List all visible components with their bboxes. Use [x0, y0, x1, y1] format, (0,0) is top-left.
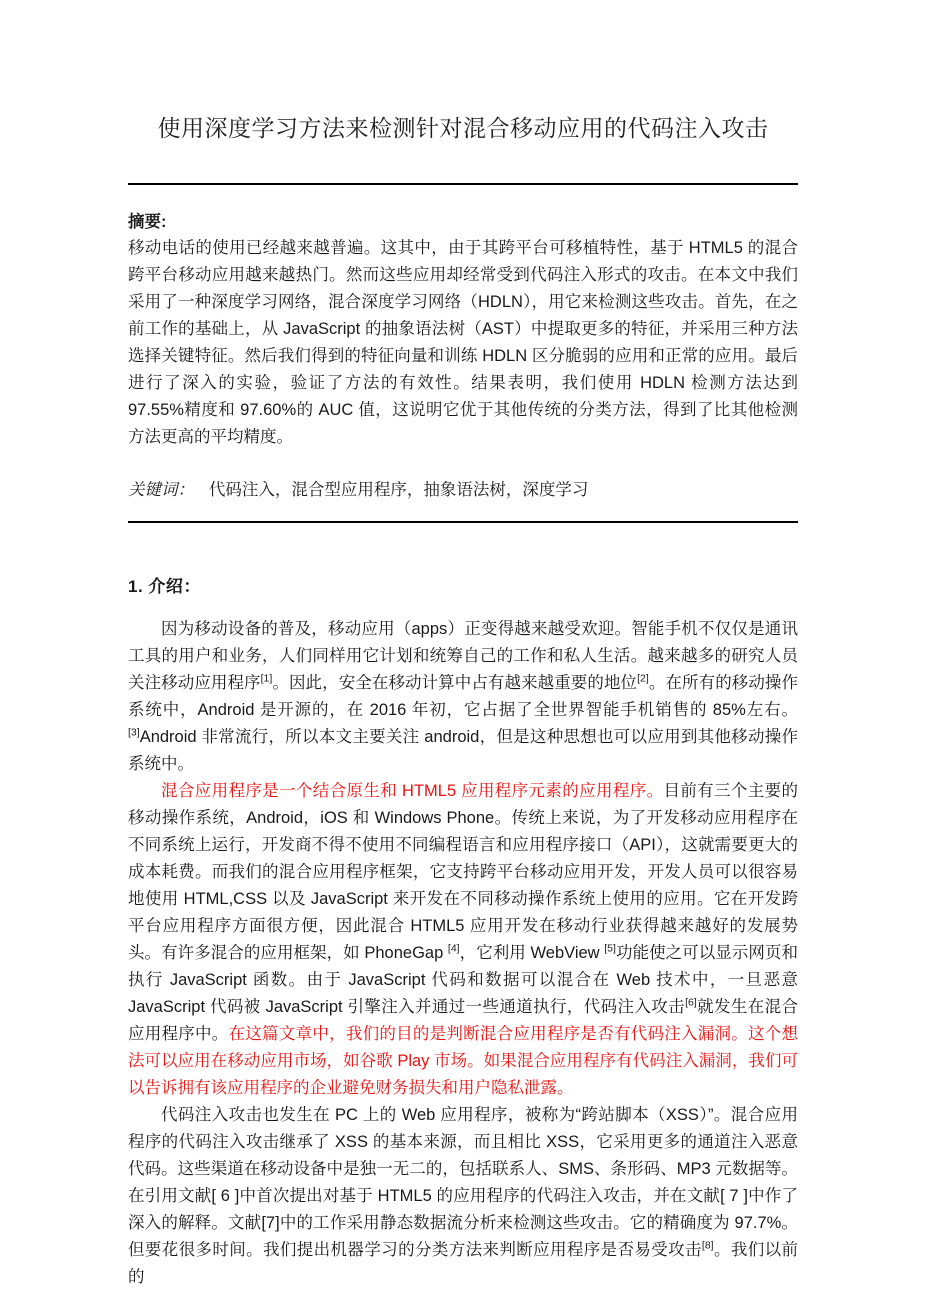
text-run: 就发生在混合应用程序中。: [128, 998, 798, 1043]
intro-paragraph-3: [128, 1102, 798, 1291]
text-run: ，它利用 WebView: [459, 944, 605, 962]
citation-superscript: [3]: [128, 726, 140, 739]
text-run: 。我们以前的: [128, 1241, 799, 1286]
text-run: 。因此，安全在移动计算中占有越来越重要的地位: [272, 674, 638, 692]
citation-superscript: [8]: [701, 1239, 714, 1252]
text-run: 功能使之可以显示网页和执行 JavaScript 函数。由于 JavaScript 代码和数据可以混合在 Web 技术中，一旦恶意 JavaScript 代码被 JavaScript 引擎注入并通过一些通道执行，代码注入攻击: [128, 944, 798, 1016]
citation-superscript: [5]: [604, 942, 616, 955]
title-divider-rule: [128, 183, 798, 185]
abstract-heading: 摘要:: [128, 213, 167, 231]
highlighted-red-text: 在这篇文章中，我们的目的是判断混合应用程序是否有代码注入漏洞。这个想法可以应用在移动应用市场，如谷歌 Play 市场。如果混合应用程序有代码注入漏洞，我们可以告诉拥有该应用程序的企业避免财务损失和用户隐私泄露。: [128, 1025, 799, 1097]
keywords-line: [128, 477, 798, 504]
citation-superscript: [2]: [637, 672, 649, 685]
text-run: 代码注入攻击也发生在 PC 上的 Web 应用程序，被称为“跨站脚本（XSS）”。混合应用程序的代码注入攻击继承了 XSS 的基本来源，而且相比 XSS，它采用更多的通道注入恶意代码。这些渠道在移动设备中是独一无二的，包括联系人、SMS、条形码、MP3 元数据等。在引用文献[ 6 ]中首次提出对基于 HTML5 的应用程序的代码注入攻击，并在文献[ 7 ]中作了深入的解释。文献[7]中的工作采用静态数据流分析来检测这些攻击。它的精确度为 97.7%。但要花很多时间。我们提出机器学习的分类方法来判断应用程序是否易受攻击: [128, 1106, 798, 1259]
keywords-label: 关键词：: [128, 481, 194, 499]
page-title: 使用深度学习方法来检测针对混合移动应用的代码注入攻击: [157, 116, 769, 141]
section-heading-introduction: 1. 介绍：: [128, 577, 201, 596]
citation-superscript: [1]: [260, 672, 273, 685]
keywords-text: 代码注入，混合型应用程序，抽象语法树，深度学习: [208, 481, 589, 499]
citation-superscript: [4]: [447, 942, 460, 955]
text-run: 。在所有的移动操作系统中，Android 是开源的，在 2016 年初，它占据了全世界智能手机销售的 85%左右。: [128, 674, 798, 719]
citation-superscript: [6]: [685, 996, 697, 1009]
intro-paragraph-2: [128, 778, 798, 1102]
text-run: Android 非常流行，所以本文主要关注 android，但是这种思想也可以应用到其他移动操作系统中。: [128, 728, 798, 773]
highlighted-red-text: 混合应用程序是一个结合原生和 HTML5 应用程序元素的应用程序。: [161, 782, 664, 800]
abstract-body: 移动电话的使用已经越来越普遍。这其中，由于其跨平台可移植特性，基于 HTML5 的混合跨平台移动应用越来越热门。然而这些应用却经常受到代码注入形式的攻击。在本文中我们采用了一种深度学习网络，混合深度学习网络（HDLN），用它来检测这些攻击。首先，在之前工作的基础上，从 JavaScript 的抽象语法树（AST）中提取更多的特征，并采用三种方法选择关键特征。然后我们得到的特征向量和训练 HDLN 区分脆弱的应用和正常的应用。最后进行了深入的实验，验证了方法的有效性。结果表明，我们使用 HDLN 检测方法达到 97.55%精度和 97.60%的 AUC 值，这说明它优于其他传统的分类方法，得到了比其他检测方法更高的平均精度。: [128, 239, 798, 446]
abstract-divider-rule: [128, 521, 798, 523]
intro-paragraph-1: [128, 616, 798, 778]
text-run: 因为移动设备的普及，移动应用（apps）正变得越来越受欢迎。智能手机不仅仅是通讯工具的用户和业务，人们同样用它计划和统筹自己的工作和私人生活。越来越多的研究人员关注移动应用程序: [128, 620, 798, 692]
text-run: 目前有三个主要的移动操作系统，Android，iOS 和 Windows Phone。传统上来说，为了开发移动应用程序在不同系统上运行，开发商不得不使用不同编程语言和应用程序接口（API），这就需要更大的成本耗费。而我们的混合应用程序框架，它支持跨平台移动应用开发，开发人员可以很容易地使用 HTML,CSS 以及 JavaScript 来开发在不同移动操作系统上使用的应用。它在开发跨平台应用程序方面很方便，因此混合 HTML5 应用开发在移动行业获得越来越好的发展势头。有许多混合的应用框架，如 PhoneGap: [128, 782, 799, 962]
